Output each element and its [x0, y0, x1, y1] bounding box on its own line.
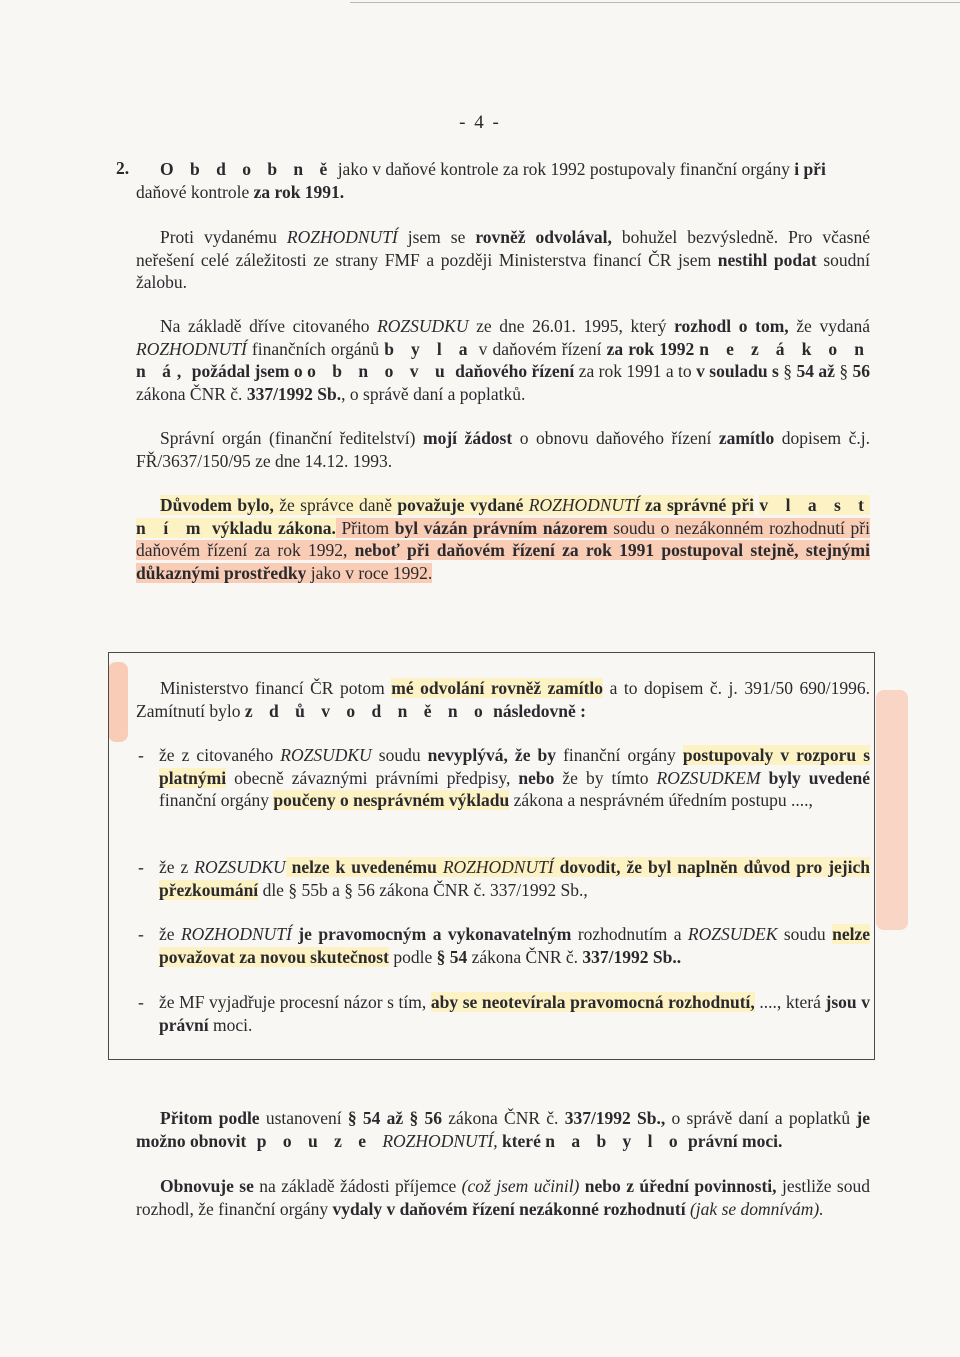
text: soudní žalobu. — [136, 249, 870, 292]
paragraph-reason — [136, 494, 870, 584]
text: Správní orgán (finanční ředitelství) — [160, 428, 424, 448]
text-bold: nebo — [579, 1176, 627, 1196]
text-bold: výkladu zákona. — [206, 517, 336, 538]
text-bold: poučeny o nesprávném výkladu — [273, 790, 510, 810]
text-italic: ROZSUDKU — [280, 745, 372, 765]
text-bold: rovněž odvolával, — [475, 227, 612, 247]
text: Ministerstvo financí ČR potom — [160, 678, 392, 698]
text: podle — [388, 946, 437, 967]
text: jsem se — [397, 227, 476, 247]
text-bold: mojí žádost — [423, 428, 513, 448]
text-bold: právní moci. — [683, 1130, 783, 1151]
text-bold: nelze považovat za novou skutečnost — [159, 924, 870, 967]
text: že MF vyjadřuje procesní názor s tím, — [159, 992, 431, 1012]
text: že z — [159, 857, 195, 877]
text: soudu — [777, 924, 833, 944]
text-spaced: z d ů v o d n ě n o — [244, 700, 489, 721]
text: v daňovém řízení — [473, 338, 607, 359]
bullet-dash: - — [138, 745, 144, 765]
text: soudu — [371, 745, 428, 765]
text-bold: z úřední povinnosti, — [626, 1176, 777, 1196]
text-spaced: v l a s t n í m — [136, 495, 871, 538]
text-bold: § 54 až § 56 — [347, 1108, 442, 1128]
text: zákona ČNR č. — [441, 1108, 565, 1128]
text: že z citovaného — [159, 745, 281, 765]
text-italic: ROZHODNUTÍ — [523, 495, 646, 515]
paragraph-final-1 — [136, 1107, 870, 1152]
text: finanční orgány — [556, 745, 683, 765]
text-bold: i při — [794, 159, 826, 179]
text-italic: (což jsem učinil) — [461, 1176, 580, 1196]
text-bold: Přitom podle — [160, 1108, 260, 1128]
text-bold: zamítlo — [718, 428, 775, 448]
text-bold: v souladu s — [696, 361, 779, 381]
text-italic: ROZHODNUTÍ — [136, 338, 247, 359]
text-spaced: n a b y l o — [545, 1130, 684, 1151]
text: že — [159, 924, 181, 944]
text-spaced: p o u z e — [246, 1130, 383, 1151]
text: Přitom — [335, 517, 395, 538]
text-bold: je pravomocným a vykonavatelným — [291, 924, 572, 944]
text: obecně závaznými právními předpisy, — [226, 767, 519, 788]
text-bold: za správné při — [645, 495, 755, 515]
text: § — [834, 361, 853, 381]
text-bold: neboť při daňovém řízení za rok 1991 postupoval stejně, stejnými důkaznými prostředky — [136, 540, 870, 583]
text: za rok 1991 a to — [574, 361, 697, 381]
text-spaced: O b d o b n ě — [160, 159, 334, 179]
text-bold: daňového řízení — [450, 361, 575, 381]
text-bold: je možno obnovit — [136, 1108, 870, 1151]
text: a to dopisem č. j. 391/50 690/1996. Zamítnutí bylo — [136, 678, 870, 721]
text-italic: ROZHODNUTÍ — [180, 924, 292, 944]
bullet-dash: - — [138, 992, 144, 1012]
text-italic: ROZSUDKU — [194, 857, 286, 877]
text: moci. — [208, 1014, 253, 1035]
text: Na základě dříve citovaného — [160, 316, 378, 336]
text-bold: § 54 — [436, 946, 468, 967]
text-spaced: n e z á k o n n á, — [136, 338, 870, 381]
text: bohužel bezvýsledně. Pro včasné neřešení celé záležitosti ze strany FMF a později Ministerstva financí ČR jsem — [136, 227, 871, 270]
orange-margin-mark-right — [876, 690, 908, 930]
text: jestliže soud rozhodl, že finanční orgány — [136, 1176, 870, 1219]
bullet-dash: - — [138, 924, 144, 944]
text: jako v daňové kontrole za rok 1992 postupovaly finanční orgány — [333, 159, 795, 179]
text: o správě daní a poplatků — [665, 1108, 857, 1128]
box-bullet-2 — [138, 856, 870, 901]
text-bold: 56 — [852, 361, 871, 381]
text: dle § 55b a § 56 zákona ČNR č. 337/1992 Sb., — [258, 879, 588, 900]
box-bullet-1 — [138, 744, 870, 812]
text: rozhodnutím a — [571, 924, 688, 944]
text: zákona ČNR č. — [467, 946, 583, 967]
text: že by tímto — [554, 767, 657, 788]
text-bold: rozhodl o tom, — [674, 316, 789, 336]
text-bold: 337/1992 Sb. — [246, 383, 342, 404]
paragraph-authority — [136, 427, 870, 472]
text-bold: nelze k uvedenému — [285, 857, 443, 877]
text-bold: jsou v právní — [159, 992, 870, 1035]
text-bold: následovně : — [488, 700, 586, 721]
text: na základě žádosti příjemce — [253, 1176, 462, 1196]
text: že správce daně — [273, 495, 398, 515]
text-bold: 337/1992 Sb., — [564, 1108, 666, 1128]
text-bold: vydaly v daňovém řízení nezákonné rozhodnutí — [332, 1198, 686, 1219]
text: ustanovení — [259, 1108, 348, 1128]
text: o obnovu daňového řízení — [512, 428, 719, 448]
text-bold: nebo — [518, 767, 555, 788]
text: soudu o nezákonném rozhodnutí při daňovém řízení za rok 1992, — [136, 517, 870, 560]
text-bold: 337/1992 Sb.. — [582, 946, 682, 967]
text: , o správě daní a poplatků. — [341, 383, 526, 404]
text: jako v roce 1992. — [306, 562, 433, 583]
text: finančních orgánů — [246, 338, 385, 359]
text-italic: ROZHODNUTÍ — [286, 227, 398, 247]
text-bold: za rok 1991. — [253, 181, 345, 202]
text-spaced: o b n o v u — [307, 361, 451, 381]
paragraph-final-2 — [136, 1175, 870, 1220]
text-italic: ROZHODNUTÍ — [442, 857, 554, 877]
text-bold: považuje vydané — [397, 495, 524, 515]
text-bold: aby se neotevírala pravomocná rozhodnutí, — [430, 992, 755, 1012]
paragraph-appeal — [136, 226, 870, 294]
text: dopisem č.j. FŘ/3637/150/95 ze dne 14.12. 1993. — [136, 428, 871, 471]
text-bold: byly uvedené — [760, 767, 870, 788]
box-bullet-4 — [138, 991, 870, 1036]
text: ...., která — [754, 992, 826, 1012]
text-italic: ROZSUDEK — [687, 924, 778, 944]
text-italic: (jak se domnívám). — [689, 1198, 824, 1219]
text: ze dne 26.01. 1995, který — [468, 316, 675, 336]
box-bullet-3 — [138, 923, 870, 968]
text-bold: dovodit, že byl naplněn důvod pro jejich přezkoumání — [159, 857, 870, 900]
text: zákona a nesprávném úředním postupu ...., — [509, 790, 813, 810]
item-number: 2. — [116, 158, 130, 178]
text-bold: nestihl podat — [717, 249, 817, 270]
text-spaced: b y l a — [384, 338, 474, 359]
text-italic: ROZSUDKEM — [656, 767, 761, 788]
text-bold: nevyplývá, že by — [427, 745, 557, 765]
text-bold: mé odvolání rovněž zamítlo — [391, 678, 604, 698]
text-bold: byl vázán právním názorem — [394, 517, 608, 538]
text-bold: Obnovuje se — [160, 1176, 254, 1196]
text: § — [778, 361, 797, 381]
text-bold: požádal jsem o — [187, 361, 308, 381]
scan-top-rule — [350, 2, 960, 3]
text: Proti vydanému — [160, 227, 287, 247]
text: že vydaná — [788, 316, 870, 336]
text: zákona ČNR č. — [136, 383, 247, 404]
text-bold: za rok 1992 — [606, 338, 695, 359]
text-bold: které — [497, 1130, 546, 1151]
text-bold: Důvodem bylo, — [160, 495, 274, 515]
page-number: - 4 - — [459, 112, 501, 133]
text: daňové kontrole — [136, 181, 254, 202]
text-italic: ROZSUDKU — [377, 316, 469, 336]
text: finanční orgány — [159, 790, 274, 810]
text-italic: ROZHODNUTÍ, — [382, 1130, 498, 1151]
paragraph-judgment — [136, 315, 870, 405]
paragraph-item2 — [136, 158, 870, 203]
box-intro — [136, 677, 870, 722]
text-bold: 54 až — [796, 361, 835, 381]
text-bold: postupovaly v rozporu s platnými — [159, 745, 871, 788]
bullet-dash: - — [138, 857, 144, 877]
